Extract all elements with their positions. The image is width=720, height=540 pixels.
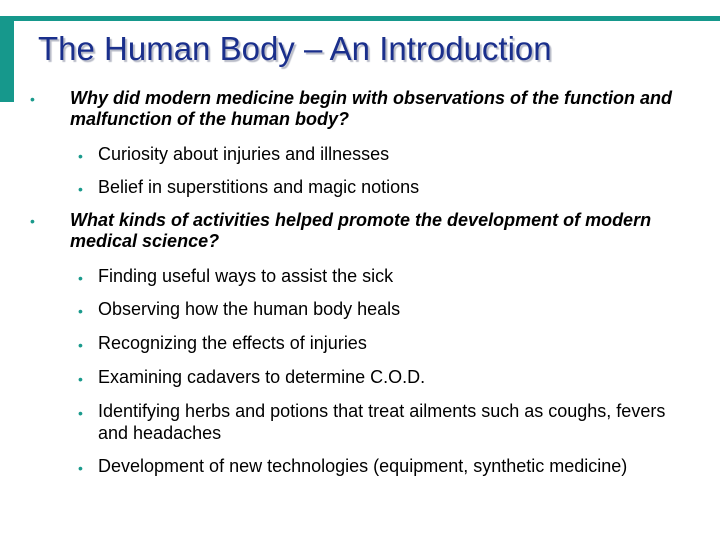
answer-2-1 xyxy=(78,265,698,287)
answer-2-5-text: Identifying herbs and potions that treat ailments such as coughs, fevers and headaches xyxy=(98,401,666,443)
bullet-icon: • xyxy=(30,213,35,229)
slide-title: The Human Body – An Introduction xyxy=(38,30,552,67)
bullet-icon: • xyxy=(78,303,83,319)
answer-2-4-text: Examining cadavers to determine C.O.D. xyxy=(98,367,426,387)
answer-1-2-text: Belief in superstitions and magic notions xyxy=(98,177,420,197)
answer-1-1 xyxy=(78,143,698,165)
bullet-icon: • xyxy=(30,91,35,107)
answer-1-1-text: Curiosity about injuries and illnesses xyxy=(98,144,390,164)
question-2 xyxy=(30,210,680,252)
answer-2-6-text: Development of new technologies (equipment, synthetic medicine) xyxy=(98,456,628,476)
answer-2-3 xyxy=(78,332,698,354)
answer-2-2-text: Observing how the human body heals xyxy=(98,299,401,319)
answer-1-2 xyxy=(78,176,698,198)
answer-2-6 xyxy=(78,455,698,477)
answer-2-3-text: Recognizing the effects of injuries xyxy=(98,333,367,353)
question-2-text: What kinds of activities helped promote the development of modern medical science? xyxy=(70,210,652,251)
answer-2-2 xyxy=(78,298,698,320)
bullet-icon: • xyxy=(78,270,83,286)
bullet-icon: • xyxy=(78,405,83,421)
question-1-text: Why did modern medicine begin with observations of the function and malfunction of the human body? xyxy=(70,88,673,129)
bullet-icon: • xyxy=(78,148,83,164)
bullet-icon: • xyxy=(78,460,83,476)
bullet-icon: • xyxy=(78,181,83,197)
answer-2-4 xyxy=(78,366,698,388)
answer-2-5 xyxy=(78,400,698,444)
bullet-icon: • xyxy=(78,371,83,387)
question-1 xyxy=(30,88,680,130)
bullet-icon: • xyxy=(78,337,83,353)
answer-2-1-text: Finding useful ways to assist the sick xyxy=(98,266,394,286)
